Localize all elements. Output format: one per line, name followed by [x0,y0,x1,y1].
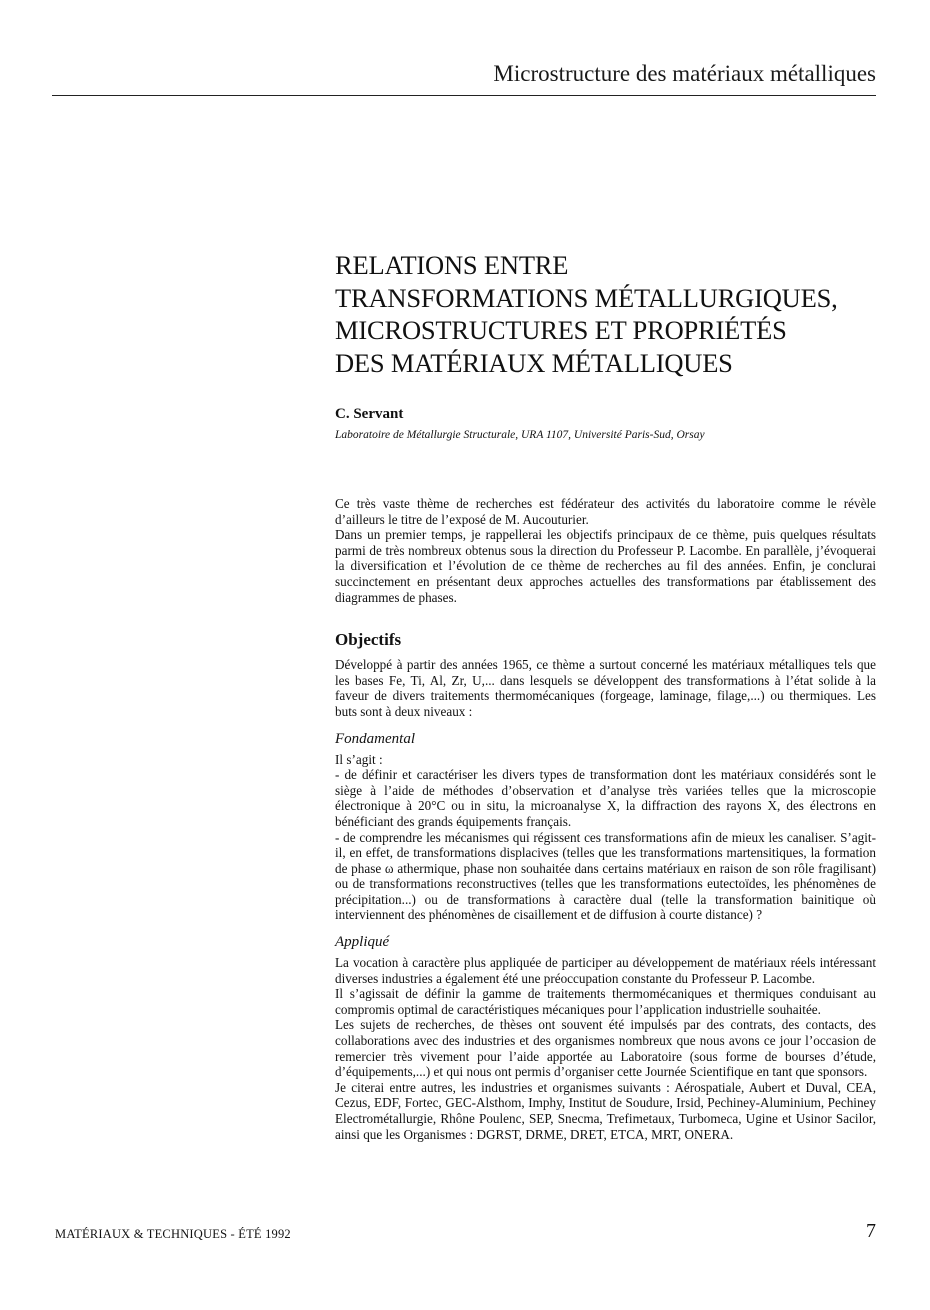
running-header: Microstructure des matériaux métalliques [493,61,876,86]
title-line: DES MATÉRIAUX MÉTALLIQUES [335,347,733,378]
subsection-heading-applique: Appliqué [335,934,390,951]
fondamental-paragraph: - de comprendre les mécanismes qui régissent ces transformations afin de mieux les canaliser. S’agit-il, en effet, de transformations displacives (telles que les transformations martensitiques, la formation de phase ω athermique, phase non souhaitée dans certains matériaux en raison de son rôle fragilisant) ou de transformations reconstructives (telles que les transformations eutectoïdes, les phénomènes de précipitation...) ou de transformations à caractère dual (telle la transformation bainitique où interviennent des phénomènes de cisaillement et de diffusion à courte distance) ? [335,829,876,923]
header-rule [52,95,876,96]
section-heading-objectifs: Objectifs [335,630,402,650]
title-line: MICROSTRUCTURES ET PROPRIÉTÉS [335,315,787,345]
footer-journal-issue: MATÉRIAUX & TECHNIQUES - ÉTÉ 1992 [55,1227,291,1241]
subsection-heading-fondamental: Fondamental [335,730,415,747]
article-title [335,249,880,379]
applique-paragraph: Je citerai entre autres, les industries et organismes suivants : Aérospatiale, Aubert et Duval, CEA, Cezus, EDF, Fortec, GEC-Alsthom, Imphy, Institut de Soudure, Irsid, Pechiney-Aluminium, Pechiney Electrométallurgie, Rhône Poulenc, SEP, Snecma, Trefimetaux, Turbomeca, Ugine et Usinor Sacilor, ainsi que les Organismes : DGRST, DRME, DRET, ETCA, MRT, ONERA. [335,1079,876,1142]
fondamental-paragraph: Il s’agit : [335,751,383,767]
intro-paragraph: Dans un premier temps, je rappellerai les objectifs principaux de ce thème, puis quelques résultats parmi de très nombreux obtenus sous la direction du Professeur P. Lacombe. En parallèle, j’évoquerai la diversification et l’évolution de ce thème de recherches au fil des années. Enfin, je conclurai succinctement en présentant deux approches actuelles des transformations par établissement des diagrammes de phases. [335,527,876,605]
applique-paragraph: La vocation à caractère plus appliquée de participer au développement de matériaux réels intéressant diverses industries a également été une préoccupation constante du Professeur P. Lacombe. [335,955,876,986]
title-line: TRANSFORMATIONS MÉTALLURGIQUES, [335,282,838,313]
author-name: C. Servant [335,406,404,422]
applique-paragraph: Il s’agissait de définir la gamme de traitements thermomécaniques et thermiques conduisant au compromis optimal de caractéristiques mécaniques pour l’application industrielle souhaitée. [335,986,876,1017]
author-affiliation: Laboratoire de Métallurgie Structurale, URA 1107, Université Paris-Sud, Orsay [335,429,705,441]
title-line: RELATIONS ENTRE [335,250,569,280]
intro-paragraph: Ce très vaste thème de recherches est fédérateur des activités du laboratoire comme le révèle d’ailleurs le titre de l’exposé de M. Aucouturier. [335,496,876,527]
applique-paragraph: Les sujets de recherches, de thèses ont souvent été impulsés par des contrats, des contacts, des collaborations avec des industries et des organismes nombreux que nous avons ce jour l’occasion de remercier très vivement pour l’aide apportée au Laboratoire (sous forme de bourses d’étude, d’équipements,...) et qui nous ont permis d’organiser cette Journée Scientifique en tant que sponsors. [335,1017,876,1080]
page-number: 7 [866,1220,876,1242]
fondamental-paragraph: - de définir et caractériser les divers types de transformation dont les matériaux considérés sont le siège à l’aide de méthodes d’observation et d’analyse très variées telles que la microscopie électronique à 20°C ou in situ, la microanalyse X, la diffraction des rayons X, des électrons en bénéficiant des grands équipements français. [335,767,876,829]
article-body [335,496,876,1142]
objectifs-paragraph: Développé à partir des années 1965, ce thème a surtout concerné les matériaux métalliques tels que les bases Fe, Ti, Al, Zr, U,... dans lesquels se développent des transformations à l’état solide à la faveur de divers traitements thermomécaniques (forgeage, laminage, filage,...) ou thermiques. Les buts sont à deux niveaux : [335,657,876,719]
